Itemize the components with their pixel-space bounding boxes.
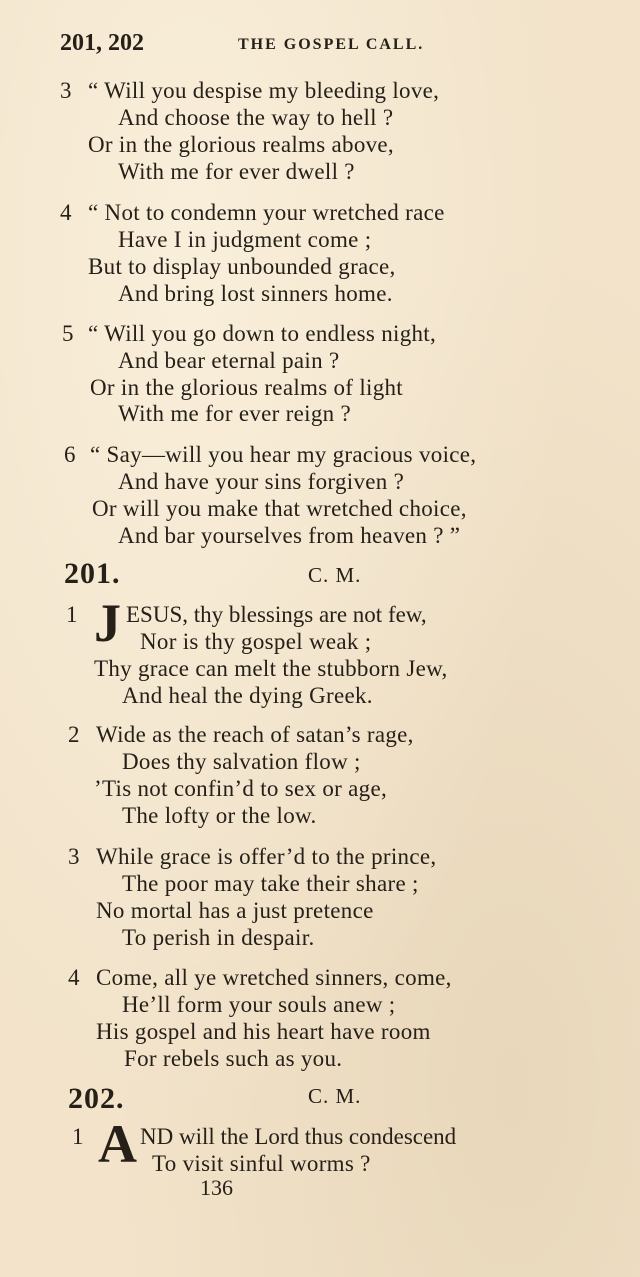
verse-line: With me for ever dwell ? [118, 159, 355, 184]
verse-line: Does thy salvation flow ; [122, 749, 361, 774]
verse-line: With me for ever reign ? [118, 401, 351, 426]
verse-line: And bring lost sinners home. [118, 281, 393, 306]
verse-number: 4 [60, 200, 72, 225]
verse-line: For rebels such as you. [124, 1046, 343, 1071]
verse-number: 6 [64, 442, 76, 467]
verse-line: “ Will you despise my bleeding love, [88, 78, 440, 103]
verse-line: To perish in despair. [122, 925, 315, 950]
verse-line: Or in the glorious realms above, [88, 132, 394, 157]
hymn-range: 201, 202 [60, 30, 144, 56]
verse-line: And heal the dying Greek. [122, 683, 373, 708]
verse-line: And bar yourselves from heaven ? ” [118, 523, 461, 548]
verse-number: 3 [68, 844, 80, 869]
verse-line: His gospel and his heart have room [96, 1019, 431, 1044]
verse-line: ’Tis not confin’d to sex or age, [94, 776, 388, 801]
verse-line: Or in the glorious realms of light [90, 375, 403, 400]
verse-line: To visit sinful worms ? [152, 1151, 371, 1176]
verse-line: ND will the Lord thus condescend [140, 1124, 457, 1149]
verse-line: The lofty or the low. [122, 803, 317, 828]
hymn-meter: C. M. [308, 563, 362, 587]
verse-line: “ Say—will you hear my gracious voice, [90, 442, 477, 467]
verse-line: He’ll form your souls anew ; [122, 992, 396, 1017]
verse-line: Wide as the reach of satan’s rage, [96, 722, 414, 747]
verse-line: “ Will you go down to endless night, [88, 321, 437, 346]
verse-line: While grace is offer’d to the prince, [96, 844, 437, 869]
verse-line: “ Not to condemn your wretched race [88, 200, 445, 225]
drop-cap: J [94, 593, 121, 653]
verse-number: 4 [68, 965, 80, 990]
verse-line: And have your sins forgiven ? [118, 469, 405, 494]
verse-line: Nor is thy gospel weak ; [140, 629, 372, 654]
drop-cap: A [98, 1114, 137, 1174]
verse-line: Come, all ye wretched sinners, come, [96, 965, 452, 990]
verse-number: 5 [62, 321, 74, 346]
page-number: 136 [200, 1175, 233, 1200]
verse-number: 1 [72, 1124, 84, 1149]
verse-number: 3 [60, 78, 72, 103]
verse-line: No mortal has a just pretence [96, 898, 374, 923]
verse-line: Or will you make that wretched choice, [92, 496, 467, 521]
verse-line: Thy grace can melt the stubborn Jew, [94, 656, 448, 681]
verse-number: 1 [66, 602, 78, 627]
verse-number: 2 [68, 722, 80, 747]
verse-line: ESUS, thy blessings are not few, [126, 602, 427, 627]
hymn-number: 202. [68, 1082, 125, 1115]
verse-line: And choose the way to hell ? [118, 105, 394, 130]
section-title: THE GOSPEL CALL. [238, 36, 425, 53]
hymn-meter: C. M. [308, 1084, 362, 1108]
verse-line: And bear eternal pain ? [118, 348, 340, 373]
running-head [60, 30, 600, 60]
verse-line: The poor may take their share ; [122, 871, 419, 896]
hymn-number: 201. [64, 557, 121, 590]
verse-line: Have I in judgment come ; [118, 227, 372, 252]
verse-line: But to display unbounded grace, [88, 254, 396, 279]
